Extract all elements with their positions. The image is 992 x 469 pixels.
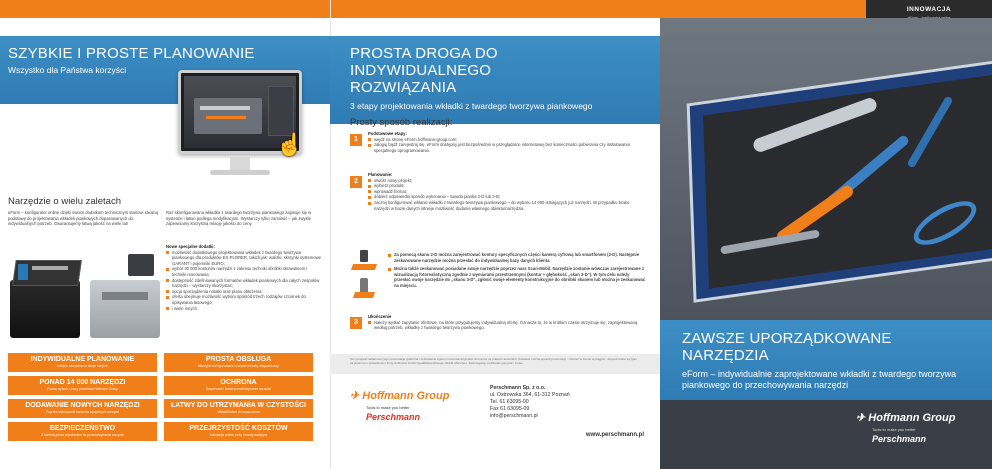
button-title: INDYWIDUALNE PLANOWANIE: [30, 356, 135, 363]
scan-item: Za pomocą skanu 2-D można zarejestrować kontury specyficznych części kamerą cyfrową lub smartfonem (2-D). Następnie zeskanowane narzędzie można przesłać do indywidualnej bazy danych klienta.: [388, 252, 646, 263]
feature-button: [8, 399, 157, 418]
banner-subtitle: Wszystko dla Państwa korzyści: [8, 65, 127, 75]
button-title: PROSTA OBSŁUGA: [205, 356, 272, 363]
intro-text: eForm – konfigurator online dzięki swoim dodatkom technicznym stanowi idealną podstawę do projektowania wkładek piankowych dopasowanych do indywidualnych potrzeb. Gwarantujemy łatwą jakość na wiele lat!: [8, 210, 159, 227]
logo-mark-icon: ✈: [350, 390, 363, 402]
feature-button: [8, 376, 157, 395]
hand-cursor-icon: ☝: [276, 132, 304, 157]
banner-right: [660, 320, 992, 400]
logo-tagline: Tools to make you better: [366, 405, 410, 410]
button-sub: Bezpieczne i trwałe przechowywanie narzędzi: [206, 387, 271, 391]
step-item: zacznij konfigurować wkłanie wkładki z twardego tworzywa piankowego – do wyboru 14 000 istniejących już narzędzi. W przypadku braku narzędzi w bazie danych istnieje możliwość dodania własnego obiektu/narzędzia.: [368, 200, 644, 211]
step-block: [368, 131, 644, 153]
feature-button: [164, 353, 313, 372]
panel-middle: [330, 0, 660, 469]
banner-middle: [330, 36, 660, 124]
company-contact: [490, 385, 570, 420]
step-number: 1: [350, 134, 362, 146]
company-address: ul. Ostrowska 364, 61-312 Poznań: [490, 392, 570, 398]
company-website: www.perschmann.pl: [585, 432, 644, 438]
orange-strip: [330, 0, 660, 18]
banner-subtitle: eForm – indywidualnie zaprojektowane wkładki z twardego tworzywa piankowego do przechowywania narzędzi: [682, 369, 957, 390]
company-tel: Tel. 61 63095-00: [490, 399, 529, 405]
monitor-illustration: [172, 70, 312, 188]
logo-tagline: Tools to make you better: [872, 427, 916, 432]
feature-button: [164, 376, 313, 395]
feature-button: [164, 422, 313, 441]
feature-button: [8, 422, 157, 441]
banner-subtitle: 3 etapy projektowania wkładki z twardego tworzywa piankowego: [350, 101, 593, 111]
second-text: Raz skonfigurowana wkładka z twardego tworzywa piankowego zapisuje się w systemie i łatwo podlega modyfikacjom. Wystarczy tylko zamówić – jak zwykle zapewniamy korzystną relację jakości do ceny.: [166, 210, 312, 227]
feature-button: [8, 353, 157, 372]
button-title: PONAD 14 000 NARZĘDZI: [39, 379, 126, 386]
step-title: Podstawowe etapy:: [368, 131, 407, 136]
button-title: PRZEJRZYSTOŚĆ KOSZTÓW: [189, 425, 288, 432]
step-number: 2: [350, 176, 362, 188]
scan-block: [388, 252, 646, 289]
step-item: wejdź na stronę eForm.hoffmann-group.com;: [368, 137, 644, 143]
phone-scan-icon: [352, 250, 376, 272]
button-sub: Wkładki łatwe do czyszczenia: [217, 410, 260, 414]
features-block: [166, 244, 322, 311]
footnote: Ten prospekt reklamowy jego prezentacja graficzna i zestawienie system numerów artykułów chronione są prawem autorskim. Powielać można sposób prezentacji - również w formie wyciągów - dopuszczalne są tylko za pisemnym zezwoleniem firmy Hoffmann GmbH Qualitätswerkzeuge, 81241 München. Zastrzegamy możliwość pomyłek i zmian.: [350, 357, 637, 365]
section-heading: Narzędzie o wielu zaletach: [8, 196, 122, 207]
features-title: Nowe specjalne dodatki:: [166, 244, 215, 249]
logo-partner: Perschmann: [366, 412, 421, 422]
feature-item: możliwość dodatkowego projektowania wkładek z twardego tworzywa piankowego dla produktów EX-PLORER, takich jak: walizki, skrzynki systemowe GARANT i pojemniki EURO;: [166, 250, 322, 267]
footnote-bar: [330, 354, 660, 374]
button-title: ŁATWY DO UTRZYMANIA W CZYSTOŚCI: [170, 402, 307, 409]
tag-title: INNOWACJA: [906, 6, 952, 13]
orange-strip: [0, 0, 330, 18]
step-block: [368, 314, 644, 331]
step-item: wybierz produkt;: [368, 183, 644, 189]
scan-item: Można także zeskanować posiadane swoje narzędzie poprzez nasz Scan-Mobil. Narzędzie zostanie wówczas zarejestrowane z wizualizacją fotorealistyczną zgodnie z wymiarami przestrzennymi (kontur + głębokość „skan 3-D"). W tym celu należy przesłać swoje narzędzie do „skanu 3-D", zgłosić swoje elementy konstrukcyjne do obróbki skanem lub można je zeskanować na miejscu.: [388, 266, 646, 288]
logo-mark-icon: ✈: [856, 412, 869, 424]
feature-item: i wiele innych.: [166, 306, 322, 312]
company-email: info@perschmann.pl: [490, 413, 538, 419]
step-number: 3: [350, 317, 362, 329]
logo-brand: Hoffmann Group: [868, 412, 956, 424]
step-title: Planowanie:: [368, 172, 393, 177]
logo-brand: Hoffmann Group: [362, 390, 450, 402]
step-item: Należy wysłać zapytanie ofertowe, na które przygotujemy indywidualną ofertę. Oznacza to, że w krótkim czasie otrzymuje się, zaprojektowaną według potrzeb, wkładkę z twardego tworzywa piankowego.: [368, 320, 644, 331]
feature-item: dostępność zdefiniowanych formatów wkładek piankowych dla całych zespołów narzędzi – wystarczy skorzystać;: [166, 278, 322, 289]
banner-title: PROSTA DROGA DO INDYWIDUALNEGO ROZWIĄZANIA: [350, 45, 498, 96]
banner-title: SZYBKIE I PROSTE PLANOWANIE: [8, 45, 255, 62]
feature-item: opcja sporządzenia notatki oraz planu obłożenia;: [166, 289, 322, 295]
tool-case-image: [10, 250, 162, 342]
hoffmann-logo: [856, 408, 955, 444]
tool-tray-image: [660, 18, 992, 320]
button-sub: Kalkulacja online, ceny i koszty nadające: [209, 433, 268, 437]
step-item: zaloguj bądź zarejestruj się. eForm dostępny jest bezpośrednio w przeglądarce internetowej bez konieczności pobierania czy instalowania specjalnego oprogramowania.: [368, 142, 644, 153]
panel-left: [0, 0, 330, 469]
button-sub: Kolejne narzędzia na swoje miejsce: [57, 364, 108, 368]
banner-title: ZAWSZE UPORZĄDKOWANE NARZĘDZIA: [682, 330, 892, 364]
button-sub: Poprzez skanowanie konturów wysyłanych narzędzi: [45, 410, 120, 414]
button-title: DODAWANIE NOWYCH NARZĘDZI: [25, 402, 140, 409]
button-sub: Z kontrolą przed wycofaniem do przechowywania narzędzi: [41, 433, 124, 437]
step-item: utwórz nowy projekt;: [368, 178, 644, 184]
logo-partner: Perschmann: [872, 434, 927, 444]
hoffmann-logo: [350, 386, 449, 422]
button-sub: Intuicyjne konfigurowanie narzędzi metodą drag-and-drop: [197, 364, 280, 368]
button-title: OCHRONA: [220, 379, 257, 386]
company-name: Perschmann Sp. z o.o.: [490, 385, 546, 391]
button-title: BEZPIECZEŃSTWO: [49, 425, 116, 432]
company-fax: Fax 61 63095-09: [490, 406, 530, 412]
step-item: wprowadź format;: [368, 189, 644, 195]
button-sub: Proszę wybrać z bazy produktów Hoffmann Group: [47, 387, 118, 391]
feature-button: [164, 399, 313, 418]
feature-item: wybór 30 000 konturów narzędzi z zakresu techniki obróbki skrawaniem i techniki mocowania;: [166, 266, 322, 277]
panel-right: [660, 0, 992, 469]
feature-item: oferta obejmuje możliwość wyboru spośród trzech rodzajów czcionek do opisywania łasowego;: [166, 294, 322, 305]
step-item: dobierz odpowiedni sposób wykonania – twarda pianka 2-D lub 3-D;: [368, 194, 644, 200]
step-block: [368, 172, 644, 211]
section-heading: Prosty sposób realizacji:: [350, 117, 453, 128]
step-title: Ukończenie: [368, 314, 392, 319]
scanner-icon: [350, 278, 378, 300]
